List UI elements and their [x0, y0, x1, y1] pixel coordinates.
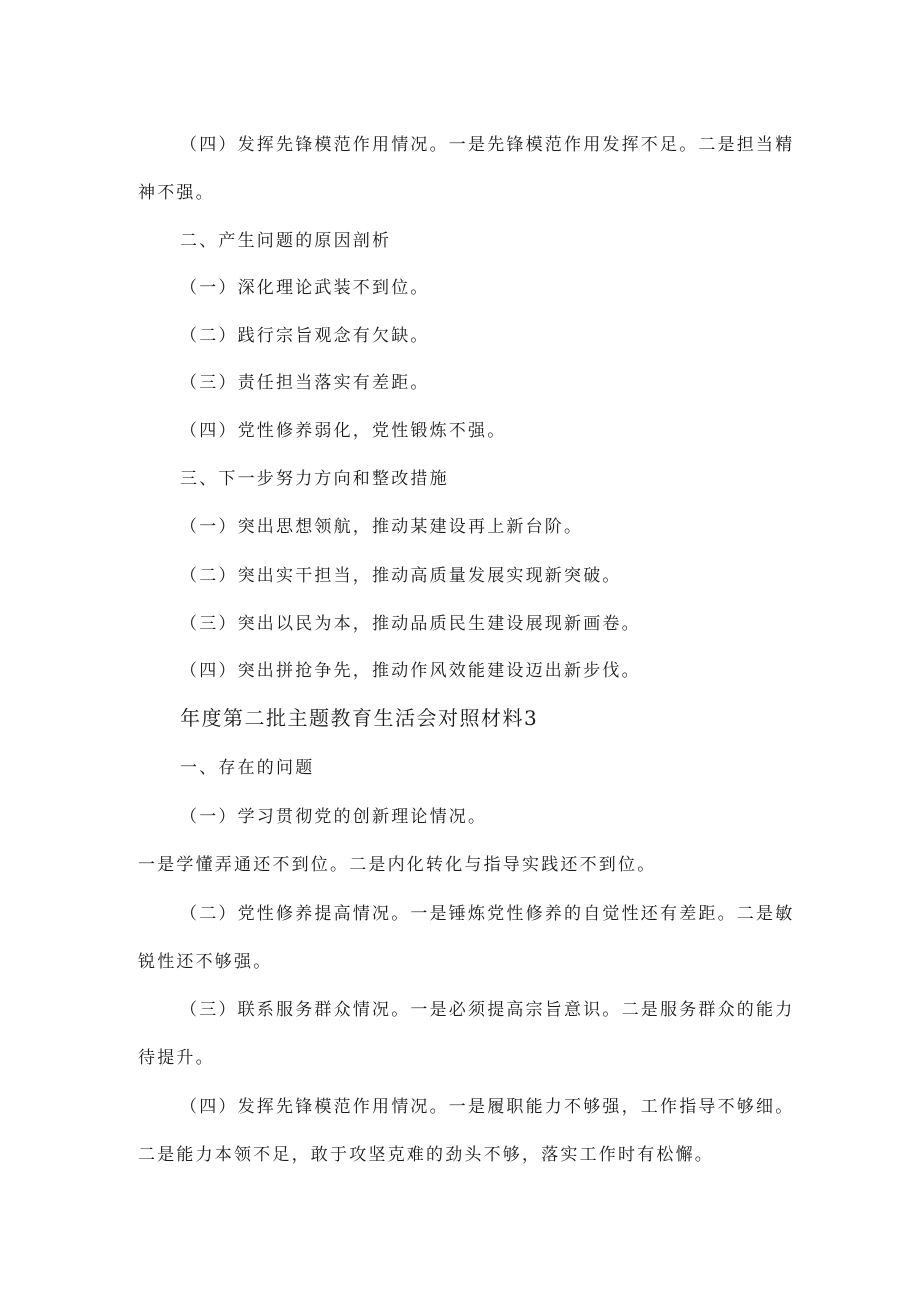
paragraph-line: （一）学习贯彻党的创新理论情况。 [180, 807, 488, 827]
paragraph-line: （三）责任担当落实有差距。 [180, 373, 430, 393]
paragraph-line: （三）突出以民为本，推动品质民生建设展现新画卷。 [180, 614, 641, 634]
section-heading: 一、存在的问题 [180, 758, 315, 778]
paragraph-line: （四）发挥先锋模范作用情况。一是履职能力不够强，工作指导不够细。 [180, 1097, 795, 1117]
paragraph-line: （一）深化理论武装不到位。 [180, 278, 430, 298]
paragraph-line: 神不强。 [138, 183, 215, 203]
paragraph-line: 锐性还不够强。 [138, 952, 273, 972]
paragraph-line: 二是能力本领不足，敢于攻坚克难的劲头不够，落实工作时有松懈。 [138, 1145, 714, 1165]
paragraph-line: （四）突出拼抢争先，推动作风效能建设迈出新步伐。 [180, 661, 641, 681]
section-heading: 三、下一步努力方向和整改措施 [180, 469, 449, 489]
section-heading: 二、产生问题的原因剖析 [180, 231, 392, 251]
paragraph-line: （二）践行宗旨观念有欠缺。 [180, 326, 430, 346]
document-title: 年度第二批主题教育生活会对照材料3 [180, 706, 539, 730]
paragraph-line: 一是学懂弄通还不到位。二是内化转化与指导实践还不到位。 [138, 855, 657, 875]
paragraph-line: （二）党性修养提高情况。一是锤炼党性修养的自觉性还有差距。二是敏 [180, 904, 795, 924]
paragraph-line: （三）联系服务群众情况。一是必须提高宗旨意识。二是服务群众的能力 [180, 1000, 795, 1020]
paragraph-line: （一）突出思想领航，推动某建设再上新台阶。 [180, 517, 584, 537]
paragraph-line: 待提升。 [138, 1048, 215, 1068]
paragraph-line: （四）发挥先锋模范作用情况。一是先锋模范作用发挥不足。二是担当精 [180, 135, 795, 155]
paragraph-line: （四）党性修养弱化，党性锻炼不强。 [180, 421, 507, 441]
paragraph-line: （二）突出实干担当，推动高质量发展实现新突破。 [180, 566, 622, 586]
